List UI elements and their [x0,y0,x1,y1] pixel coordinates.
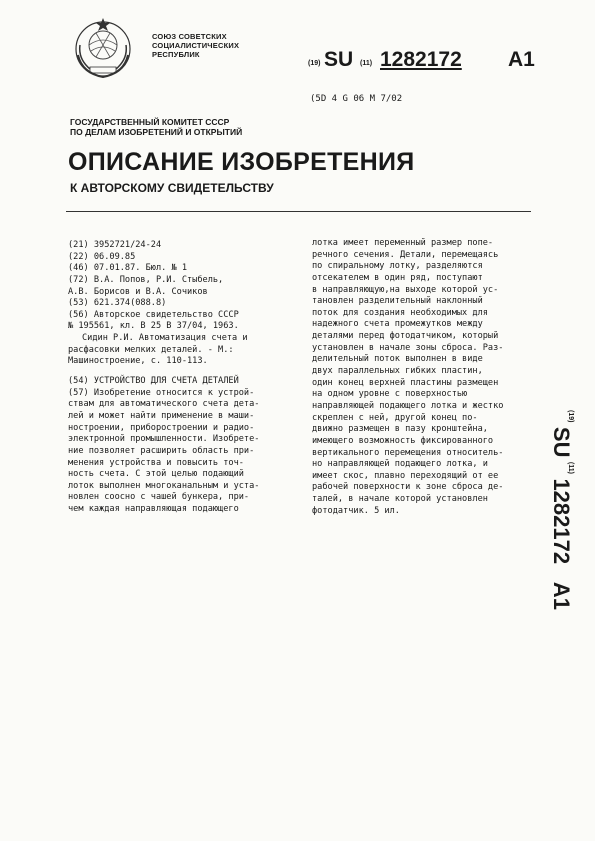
biblio-line: Сидин Р.И. Автоматизация счета и [82,333,248,344]
abstract-line: лей и может найти применение в маши- [68,410,255,421]
abstract-line: речного сечения. Детали, перемещаясь [312,249,499,260]
abstract-line: фотодатчик. 5 ил. [312,505,400,516]
right-column [312,238,503,517]
abstract-line: вертикального перемещения относитель- [312,447,504,458]
biblio-line: № 195561, кл. В 25 В 37/04, 1963. [68,321,239,332]
abstract-line: делительный поток выполнен в виде [312,354,483,365]
abstract-line: лоток выполнен многоканальным и уста- [68,480,260,491]
abstract-line: скреплен с ней, другой конец по- [312,412,478,423]
abstract-line: на одном уровне с поверхностью [312,389,468,400]
biblio-line: (53) 621.374(088.8) [68,298,167,309]
tag-11: (11) [360,60,373,67]
abstract-line: установлен в начале зоны сброса. Раз- [312,342,504,353]
biblio-line: (72) В.А. Попов, Р.И. Стыбель, [68,274,224,285]
spacer [68,368,259,376]
left-column [68,240,259,516]
abstract-line: поток для создания необходимых для [312,307,488,318]
abstract-line: электронной промышленности. Изобрете- [68,434,260,445]
tag-19: (19) [308,60,321,67]
header-divider [66,211,531,212]
state-emblem-icon [70,15,136,81]
abstract-line: менения устройства и повысить точ- [68,457,244,468]
abstract-line: ностроении, приборостроении и радио- [68,422,255,433]
abstract-line: талей, в начале которой установлен [312,494,488,505]
abstract-line: ствам для автоматического счета дета- [68,399,260,410]
abstract-line: надежного счета промежутков между [312,319,483,330]
abstract-line: (57) Изобретение относится к устрой- [68,387,255,398]
ipc-class: (5D 4 G 06 M 7/02 [310,94,403,104]
abstract-line: в направляющую,на выходе которой ус- [312,284,499,295]
document-title: ОПИСАНИЕ ИЗОБРЕТЕНИЯ [68,148,415,176]
biblio-line: (22) 06.09.85 [68,251,136,262]
biblio-line: А.В. Борисов и В.А. Сочиков [68,286,208,297]
abstract-line: направляющей подающего лотка и жестко [312,400,504,411]
biblio-line: Машиностроение, с. 110-113. [68,356,208,367]
biblio-line: (21) 3952721/24-24 [68,240,162,250]
union-name: СОЮЗ СОВЕТСКИХ СОЦИАЛИСТИЧЕСКИХ РЕСПУБЛИК [152,32,240,59]
country-code: SU [324,48,354,71]
abstract-line: движно размещен в пазу кронштейна, [312,424,488,435]
biblio-line: (46) 07.01.87. Бюл. № 1 [68,263,187,274]
abstract-line: ность счета. С этой целью подающий [68,469,244,480]
abstract-line: двух параллельных гибких пластин, [312,366,483,377]
committee-name: ГОСУДАРСТВЕННЫЙ КОМИТЕТ СССР ПО ДЕЛАМ ИЗОБРЕТЕНИЙ И ОТКРЫТИЙ [70,117,243,137]
patent-number: 1282172 [380,48,462,71]
abstract-line: лотка имеет переменный размер попе- [312,238,494,248]
abstract-line: тановлен разделительный наклонный [312,296,483,307]
kind-code: A1 [508,48,535,71]
abstract-line: ние позволяет расширить область при- [68,445,255,456]
biblio-line: расфасовки мелких деталей. - М.: [68,344,234,355]
abstract-line: рабочей поверхности к зоне сброса де- [312,482,504,493]
document-subtitle: К АВТОРСКОМУ СВИДЕТЕЛЬСТВУ [70,181,274,195]
patent-number-block [308,48,558,74]
abstract-line: чем каждая направляющая подающего [68,504,239,515]
vertical-patent-number: $^{(19)}$ SU $^{(11)}$ 1282172 A1 [549,410,574,610]
abstract-line: но направляющей подающего лотка, и [312,459,488,470]
abstract-line: имеет скос, плавно переходящий от ее [312,470,499,481]
abstract-line: новлен соосно с чашей бункера, при- [68,492,250,503]
abstract-line: деталями перед фотодатчиком, который [312,331,499,342]
invention-title: (54) УСТРОЙСТВО ДЛЯ СЧЕТА ДЕТАЛЕЙ [68,376,239,387]
abstract-line: один конец верхней пластины размещен [312,377,499,388]
abstract-line: отсекателем в один ряд, поступают [312,272,483,283]
abstract-line: по спиральному лотку, разделяются [312,261,483,272]
abstract-line: имеющего возможность фиксированного [312,435,494,446]
biblio-line: (56) Авторское свидетельство СССР [68,309,239,320]
